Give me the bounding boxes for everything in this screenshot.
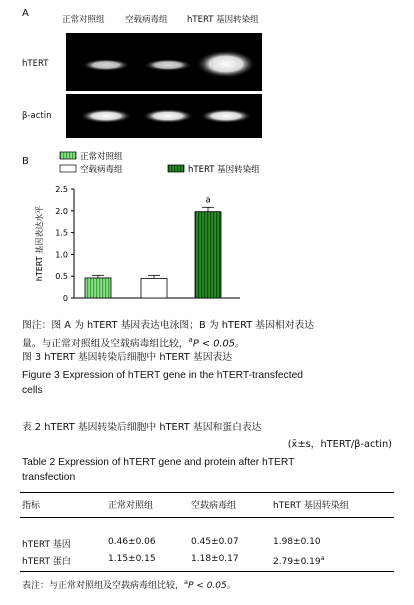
bar (85, 278, 111, 298)
figure-note-line1: 图注：图 A 为 hTERT 基因表达电泳图；B 为 hTERT 基因相对表达 (22, 320, 315, 331)
legend-swatch (168, 165, 184, 172)
gel-row-label-actin: β-actin (22, 111, 52, 121)
figure-title-cn: 图 3 hTERT 基因转染后细胞中 hTERT 基因表达 (22, 352, 233, 363)
legend-swatch (60, 165, 76, 172)
legend-label: 空载病毒组 (80, 165, 123, 175)
table-cell-r0-c0: hTERT 基因 (22, 540, 71, 550)
y-tick-label: 2.0 (55, 206, 68, 216)
table-header-1: 正常对照组 (108, 501, 154, 511)
legend-label: hTERT 基因转染组 (188, 165, 260, 175)
gel-lane-label-3: hTERT 基因转染组 (187, 15, 259, 25)
table-cell-r1-c2: 1.18±0.17 (191, 554, 239, 564)
gel-band-actin-2 (142, 109, 194, 123)
table-mid-rule (20, 517, 394, 518)
gel-band-htert-2 (144, 59, 192, 71)
gel-band-htert-1 (82, 59, 130, 71)
figure-title-en: Figure 3 Expression of hTERT gene in the hTERT-transfected cells (22, 370, 304, 396)
table-bottom-rule (20, 571, 394, 572)
table-header-3: hTERT 基因转染组 (273, 501, 349, 511)
table-title-cn: 表 2 hTERT 基因转染后细胞中 hTERT 基因和蛋白表达 (22, 422, 262, 433)
table-units: (x̄±s，hTERT/β-actin) (287, 439, 392, 450)
y-axis-label: hTERT 基因表达水平 (35, 205, 44, 282)
table-cell-r1-c0: hTERT 蛋白 (22, 557, 71, 567)
panel-a-letter: A (22, 8, 29, 19)
y-tick-label: 0 (62, 294, 68, 303)
significance-annotation: a (205, 195, 211, 206)
bar-chart (0, 150, 300, 310)
table-cell-r0-c3: 1.98±0.10 (273, 537, 321, 547)
y-tick-label: 2.5 (55, 185, 68, 194)
table-header-0: 指标 (22, 501, 41, 511)
table-cell-r1-c1: 1.15±0.15 (108, 554, 156, 564)
bar (195, 212, 221, 298)
panel-b-letter: B (22, 156, 29, 167)
legend-label: 正常对照组 (80, 152, 123, 162)
legend-swatch (60, 152, 76, 159)
figure-note-line2: 量。与正常对照组及空载病毒组比较，$^a$P < 0.05。 (22, 336, 245, 350)
table-cell-r0-c1: 0.46±0.06 (108, 537, 156, 547)
table-top-rule (20, 492, 394, 493)
figure-note (22, 318, 402, 351)
table-note: 表注：与正常对照组及空载病毒组比较，$^a$P < 0.05。 (22, 578, 236, 591)
table-cell-r0-c2: 0.45±0.07 (191, 537, 239, 547)
gel-row-label-htert: hTERT (22, 59, 49, 69)
table-header-2: 空载病毒组 (191, 501, 237, 511)
table-title-en: Table 2 Expression of hTERT gene and protein after hTERT transfection (22, 457, 295, 483)
gel-lane-label-2: 空载病毒组 (125, 15, 168, 25)
y-tick-label: 1.0 (55, 250, 68, 260)
bar (141, 278, 167, 298)
gel-band-actin-3 (200, 109, 252, 123)
y-tick-label: 0.5 (55, 272, 68, 282)
gel-band-htert-3 (196, 50, 256, 78)
table-cell-r1-c3: 2.79±0.19$^a$ (273, 554, 325, 567)
y-tick-label: 1.5 (55, 228, 68, 238)
gel-band-actin-1 (80, 109, 132, 123)
gel-actin (66, 94, 262, 138)
gel-lane-label-1: 正常对照组 (62, 15, 105, 25)
gel-htert (66, 33, 262, 91)
